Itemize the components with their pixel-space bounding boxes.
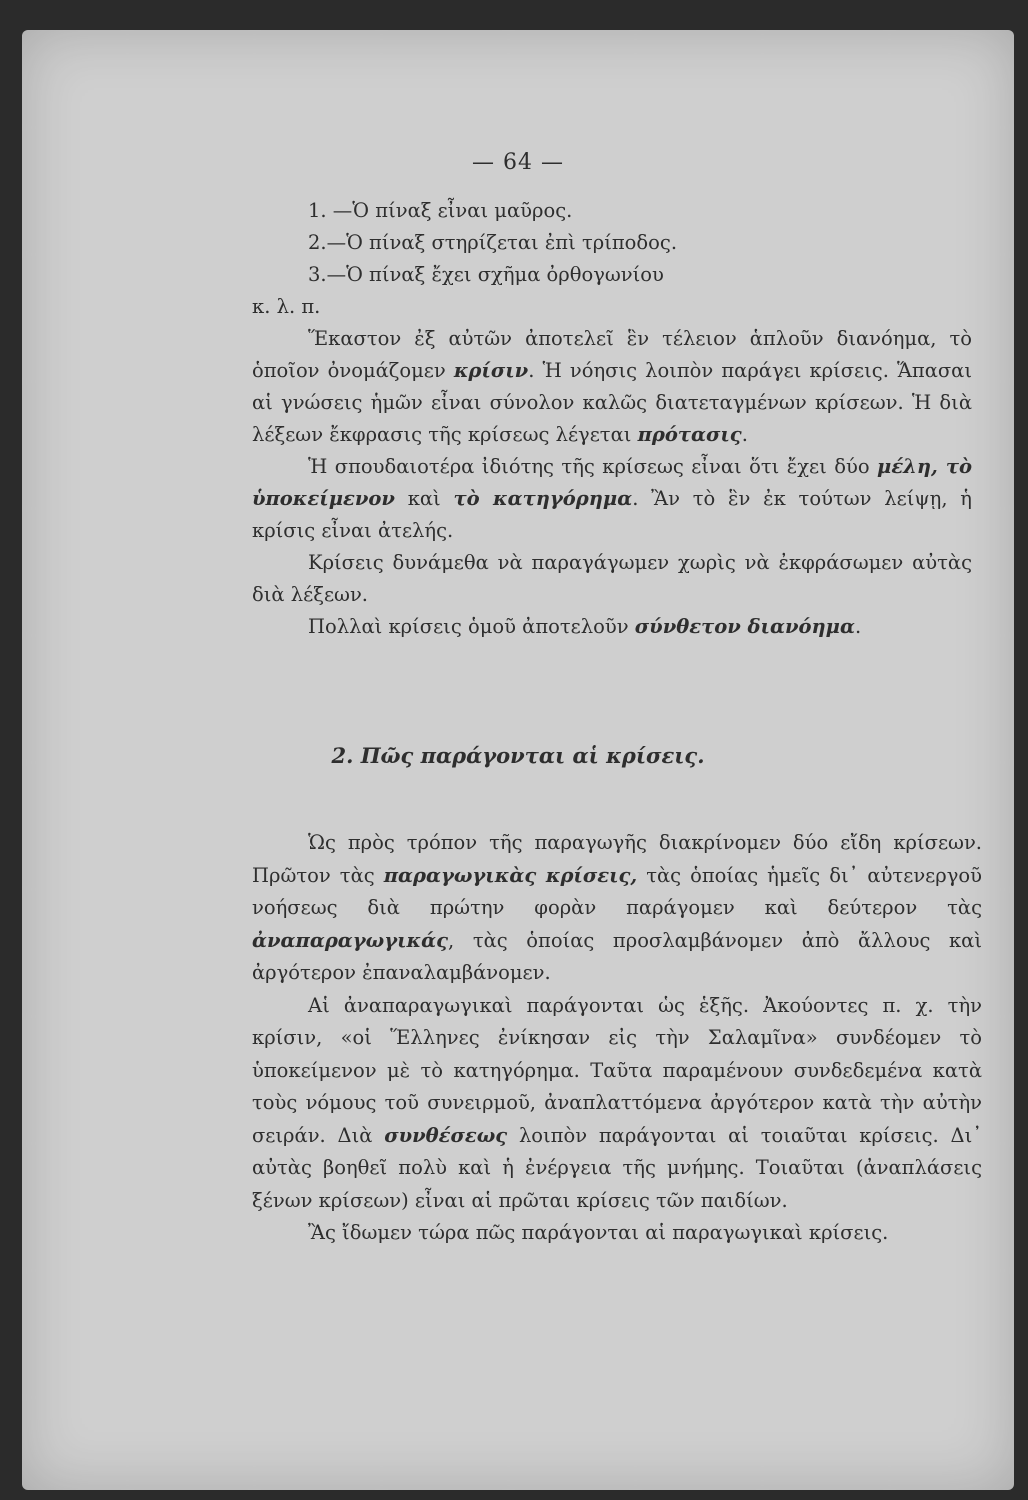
emphasis-term: σύνθετον διανόημα	[634, 615, 855, 638]
emphasis-term: πρότασις	[637, 423, 742, 446]
text-run: καὶ	[394, 487, 454, 510]
list-item: 1. —Ὁ πίναξ εἶναι μαῦρος.	[308, 199, 573, 222]
text-run: . Ἂν τὸ ἓν ἐκ τούτων λείψῃ, ἡ κρίσις εἶναι ἀτελής.	[252, 487, 972, 542]
page-number: — 64 —	[472, 150, 564, 175]
paragraph-reproductive	[252, 990, 982, 1218]
paragraph-judgements-without-words: Κρίσεις δυνάμεθα νὰ παραγάγωμεν χωρὶς νὰ ἐκφράσωμεν αὐτὰς διὰ λέξεων.	[252, 551, 972, 606]
text-run: λοιπὸν παράγονται αἱ τοιαῦται κρίσεις. Δι᾽ αὐτὰς βοηθεῖ πολὺ καὶ ἡ ἐνέργεια τῆς μνήμης. Τοιαῦται (ἀναπλάσεις ξένων κρίσεων) εἶναι αἱ πρῶται κρίσεις τῶν παιδίων.	[252, 1123, 982, 1212]
section-body-upper	[252, 195, 972, 643]
emphasis-term: ἀναπαραγωγικάς	[252, 928, 449, 952]
book-page	[22, 30, 1014, 1490]
paragraph-definition-of-judgement	[252, 323, 972, 451]
emphasis-term: μέλη, τὸ ὑποκείμενον	[252, 455, 972, 510]
text-run: Ὡς πρὸς τρόπον τῆς παραγωγῆς διακρίνομεν δύο εἴδη κρίσεων. Πρῶτον τὰς	[252, 831, 982, 887]
text-run: .	[854, 615, 862, 638]
paragraph-two-kinds	[252, 827, 982, 990]
etc-abbreviation: κ. λ. π.	[252, 295, 321, 318]
paragraph-parts-of-judgement	[252, 451, 972, 547]
paragraph-compound-thought	[252, 611, 972, 643]
text-run: Πολλαὶ κρίσεις ὁμοῦ ἀποτελοῦν	[308, 615, 635, 638]
paragraph-closing: Ἂς ἴδωμεν τώρα πῶς παράγονται αἱ παραγωγικαὶ κρίσεις.	[308, 1221, 889, 1244]
text-run: Ἡ σπουδαιοτέρα ἰδιότης τῆς κρίσεως εἶναι ὅτι ἔχει δύο	[308, 455, 878, 478]
emphasis-term: κρίσιν	[453, 359, 529, 382]
text-run: . Ἡ νόησις λοιπὸν παράγει κρίσεις. Ἅπασαι αἱ γνώσεις ἡμῶν εἶναι σύνολον καλῶς διατεταγμένων κρίσεων. Ἡ διὰ λέξεων ἔκφρασις τῆς κρίσεως λέγεται	[252, 359, 972, 446]
emphasis-term: τὸ κατηγόρημα	[453, 487, 633, 510]
section-body-lower	[252, 827, 982, 1250]
text-run: , τὰς ὁποίας προσλαμβάνομεν ἀπὸ ἄλλους καὶ ἀργότερον ἐπαναλαμβάνομεν.	[252, 928, 982, 984]
section-heading: 2. Πῶς παράγονται αἱ κρίσεις.	[331, 743, 705, 768]
text-run: Αἱ ἀναπαραγωγικαὶ παράγονται ὡς ἑξῆς. Ἀκούοντες π. χ. τὴν κρίσιν, «οἱ Ἕλληνες ἐνίκησαν εἰς τὴν Σαλαμῖνα» συνδέομεν τὸ ὑποκείμενον μὲ τὸ κατηγόρημα. Ταῦτα παραμένουν συνδεδεμένα κατὰ τοὺς νόμους τοῦ συνειρμοῦ, ἀναπλαττόμενα ἀργότερον κατὰ τὴν αὐτὴν σειράν. Διὰ	[252, 993, 982, 1147]
text-run: Ἕκαστον ἐξ αὐτῶν ἀποτελεῖ ἓν τέλειον ἁπλοῦν διανόημα, τὸ ὁποῖον ὀνομάζομεν	[252, 327, 972, 382]
text-run: τὰς ὁποίας ἡμεῖς δι᾽ αὐτενεργοῦ νοήσεως διὰ πρώτην φορὰν παράγομεν καὶ δεύτερον τὰς	[252, 863, 982, 919]
emphasis-term: παραγωγικὰς κρίσεις,	[383, 863, 638, 887]
text-run: .	[741, 423, 748, 446]
emphasis-term: συνθέσεως	[384, 1123, 508, 1147]
list-item: 3.—Ὁ πίναξ ἔχει σχῆμα ὀρθογωνίου	[308, 263, 664, 286]
list-item: 2.—Ὁ πίναξ στηρίζεται ἐπὶ τρίποδος.	[308, 231, 678, 254]
